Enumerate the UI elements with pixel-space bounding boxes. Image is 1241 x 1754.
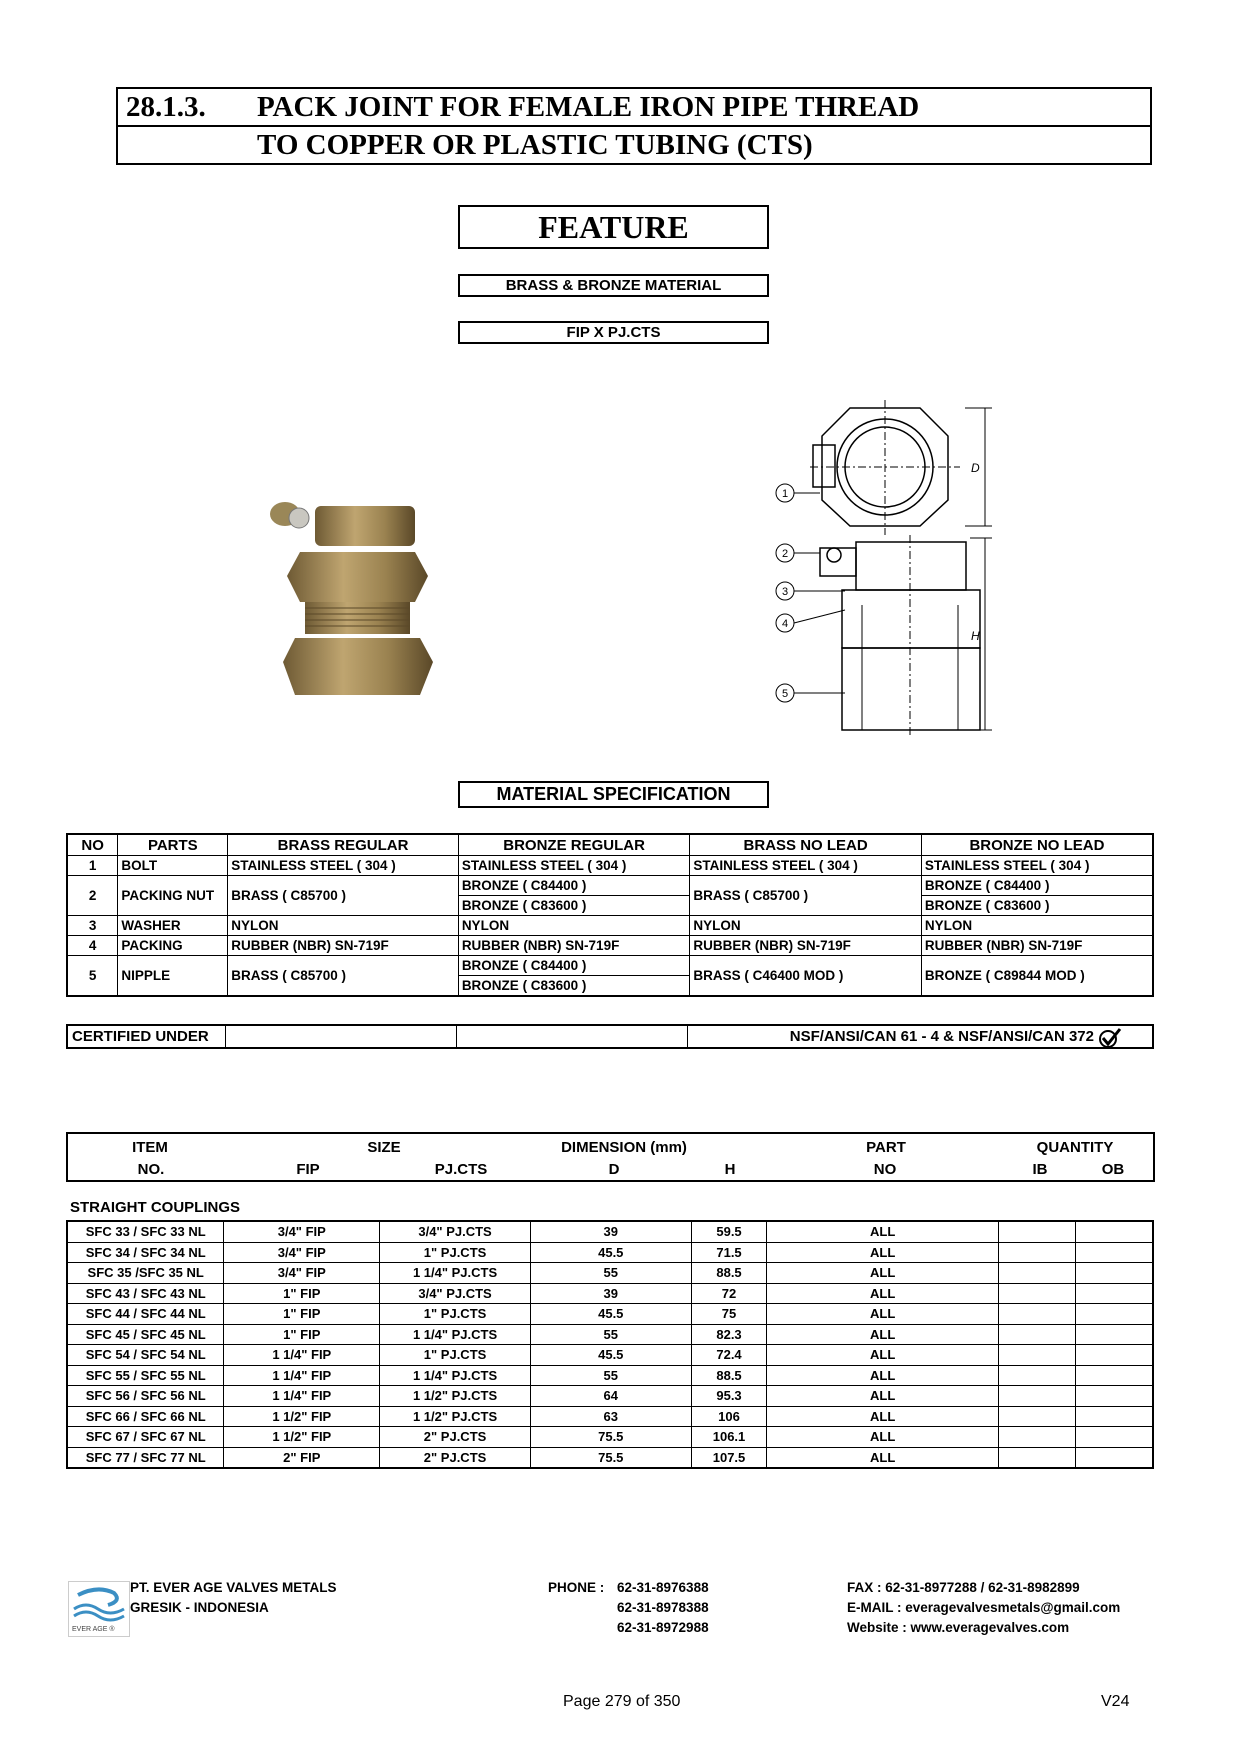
table-row: BRONZE ( C83600 )	[67, 976, 1153, 997]
page-number: Page 279 of 350	[563, 1693, 681, 1710]
table-cell: 107.5	[691, 1447, 767, 1468]
qty-ob-cell	[1075, 1324, 1153, 1345]
title-line-2	[118, 125, 1150, 163]
table-cell: ALL	[767, 1283, 998, 1304]
table-cell: ALL	[767, 1406, 998, 1427]
qty-ib-cell	[998, 1406, 1075, 1427]
table-cell: SFC 45 / SFC 45 NL	[67, 1324, 224, 1345]
table-row: 5 NIPPLE BRASS ( C85700 ) BRONZE ( C84400 ) BRASS ( C46400 MOD ) BRONZE ( C89844 MOD )	[67, 956, 1153, 976]
phone-label: PHONE :	[548, 1580, 605, 1595]
threads	[305, 602, 410, 634]
table-cell: 1 1/4" FIP	[224, 1345, 380, 1366]
table-cell: 3/4" FIP	[224, 1221, 380, 1242]
company-logo	[68, 1581, 130, 1637]
nipple-section	[842, 648, 980, 730]
table-cell: 3/4" FIP	[224, 1242, 380, 1263]
qty-ib-cell	[998, 1427, 1075, 1448]
table-cell: 1 1/4" PJ.CTS	[380, 1263, 531, 1284]
company-name: PT. EVER AGE VALVES METALS	[130, 1580, 337, 1595]
table-cell: SFC 43 / SFC 43 NL	[67, 1283, 224, 1304]
table-cell: SFC 33 / SFC 33 NL	[67, 1221, 224, 1242]
fax: FAX : 62-31-8977288 / 62-31-8982899	[847, 1580, 1080, 1595]
table-cell: SFC 77 / SFC 77 NL	[67, 1447, 224, 1468]
qty-ob-cell	[1075, 1365, 1153, 1386]
table-cell: 75	[691, 1304, 767, 1325]
qty-ib-cell	[998, 1447, 1075, 1468]
table-cell: 75.5	[530, 1427, 691, 1448]
callout-4: 4	[781, 618, 789, 630]
feature-connection: FIP X PJ.CTS	[458, 321, 769, 344]
table-cell: ALL	[767, 1304, 998, 1325]
table-cell: SFC 55 / SFC 55 NL	[67, 1365, 224, 1386]
top-collar	[315, 506, 415, 546]
table-cell: SFC 66 / SFC 66 NL	[67, 1406, 224, 1427]
table-row: 2 PACKING NUT BRASS ( C85700 ) BRONZE ( C84400 ) BRASS ( C85700 ) BRONZE ( C84400 )	[67, 876, 1153, 896]
certified-label: CERTIFIED UNDER	[67, 1025, 226, 1048]
title-text-2: TO COPPER OR PLASTIC TUBING (CTS)	[257, 129, 813, 161]
table-cell: ALL	[767, 1345, 998, 1366]
company-location: GRESIK - INDONESIA	[130, 1600, 269, 1615]
table-cell: 39	[530, 1283, 691, 1304]
packing-nut	[287, 552, 428, 602]
hdr-fip: FIP	[296, 1161, 320, 1178]
table-cell: 71.5	[691, 1242, 767, 1263]
technical-drawing	[770, 400, 1000, 735]
qty-ib-cell	[998, 1365, 1075, 1386]
table-cell: 1 1/2" PJ.CTS	[380, 1406, 531, 1427]
table-cell: 75.5	[530, 1447, 691, 1468]
table-cell: ALL	[767, 1427, 998, 1448]
table-cell: 1" PJ.CTS	[380, 1242, 531, 1263]
qty-ob-cell	[1075, 1263, 1153, 1284]
col-header: BRASS REGULAR	[228, 834, 459, 856]
table-cell: 88.5	[691, 1365, 767, 1386]
qty-ob-cell	[1075, 1242, 1153, 1263]
bolt-boss	[813, 445, 835, 487]
bottom-nut	[283, 638, 433, 695]
phone-3: 62-31-8972988	[617, 1620, 709, 1635]
table-row	[67, 1304, 1153, 1325]
table-row	[67, 1427, 1153, 1448]
table-row: 1 BOLT STAINLESS STEEL ( 304 ) STAINLESS STEEL ( 304 ) STAINLESS STEEL ( 304 ) STAINLESS STEEL ( 304 )	[67, 856, 1153, 876]
table-cell: ALL	[767, 1242, 998, 1263]
hdr-dimension: DIMENSION (mm)	[561, 1139, 687, 1156]
qty-ob-cell	[1075, 1304, 1153, 1325]
hdr-pjcts: PJ.CTS	[434, 1161, 488, 1178]
table-cell: 1" PJ.CTS	[380, 1304, 531, 1325]
table-row	[67, 1406, 1153, 1427]
table-cell: 3/4" PJ.CTS	[380, 1221, 531, 1242]
qty-ob-cell	[1075, 1345, 1153, 1366]
table-cell: 72.4	[691, 1345, 767, 1366]
nut-section	[856, 542, 966, 590]
qty-ib-cell	[998, 1304, 1075, 1325]
table-cell: 1" PJ.CTS	[380, 1345, 531, 1366]
qty-ob-cell	[1075, 1427, 1153, 1448]
title-box	[116, 87, 1152, 165]
phone-1: 62-31-8976388	[617, 1580, 709, 1595]
table-cell: 1 1/4" PJ.CTS	[380, 1365, 531, 1386]
callout-1: 1	[781, 488, 789, 500]
table-cell: 2" PJ.CTS	[380, 1447, 531, 1468]
hdr-quantity: QUANTITY	[1036, 1139, 1114, 1156]
table-row	[67, 1345, 1153, 1366]
qty-ib-cell	[998, 1345, 1075, 1366]
callout-2: 2	[781, 548, 789, 560]
table-cell: 95.3	[691, 1386, 767, 1407]
material-spec-table	[66, 833, 1154, 997]
nut-hex-section	[842, 590, 980, 648]
section-label: STRAIGHT COUPLINGS	[70, 1199, 241, 1216]
table-cell: 63	[530, 1406, 691, 1427]
table-row	[67, 1283, 1153, 1304]
table-cell: 1 1/4" FIP	[224, 1386, 380, 1407]
hdr-size: SIZE	[367, 1139, 401, 1156]
col-header: BRASS NO LEAD	[690, 834, 922, 856]
logo-text: EVER AGE ®	[72, 1626, 115, 1633]
hdr-no: NO.	[137, 1161, 165, 1178]
table-cell: SFC 34 / SFC 34 NL	[67, 1242, 224, 1263]
table-cell: 106.1	[691, 1427, 767, 1448]
title-line-1	[118, 89, 1150, 125]
col-header: NO	[67, 834, 118, 856]
dim-d-label: D	[971, 461, 980, 475]
table-cell: 2" PJ.CTS	[380, 1427, 531, 1448]
table-cell: 39	[530, 1221, 691, 1242]
table-cell: SFC 44 / SFC 44 NL	[67, 1304, 224, 1325]
table-cell: ALL	[767, 1365, 998, 1386]
hdr-part-no: NO	[873, 1161, 897, 1178]
table-cell: ALL	[767, 1386, 998, 1407]
table-cell: 55	[530, 1263, 691, 1284]
table-cell: 3/4" FIP	[224, 1263, 380, 1284]
callout-5: 5	[781, 688, 789, 700]
qty-ob-cell	[1075, 1221, 1153, 1242]
table-row	[67, 1447, 1153, 1468]
table-cell: 45.5	[530, 1242, 691, 1263]
col-header: BRONZE NO LEAD	[921, 834, 1153, 856]
callout-3: 3	[781, 586, 789, 598]
table-cell: SFC 54 / SFC 54 NL	[67, 1345, 224, 1366]
table-header-row	[67, 834, 1153, 856]
table-row	[67, 1242, 1153, 1263]
table-cell: 1 1/2" FIP	[224, 1427, 380, 1448]
email-link[interactable]: E-MAIL : everagevalvesmetals@gmail.com	[847, 1600, 1121, 1615]
col-header: PARTS	[118, 834, 228, 856]
table-cell: 82.3	[691, 1324, 767, 1345]
table-cell: 1 1/2" FIP	[224, 1406, 380, 1427]
qty-ob-cell	[1075, 1386, 1153, 1407]
hdr-h: H	[724, 1161, 736, 1178]
table-row	[67, 1365, 1153, 1386]
product-photo	[265, 490, 445, 705]
qty-ib-cell	[998, 1324, 1075, 1345]
hdr-part: PART	[866, 1139, 906, 1156]
table-cell: ALL	[767, 1221, 998, 1242]
feature-heading: FEATURE	[458, 205, 769, 249]
table-cell: 64	[530, 1386, 691, 1407]
table-cell: 1 1/4" PJ.CTS	[380, 1324, 531, 1345]
qty-ob-cell	[1075, 1447, 1153, 1468]
dimension-table-header	[66, 1132, 1155, 1182]
table-row	[67, 1386, 1153, 1407]
qty-ib-cell	[998, 1242, 1075, 1263]
table-cell: 59.5	[691, 1221, 767, 1242]
certified-value: NSF/ANSI/CAN 61 - 4 & NSF/ANSI/CAN 372	[789, 1028, 1094, 1045]
hdr-ob: OB	[1101, 1161, 1125, 1178]
table-cell: 55	[530, 1365, 691, 1386]
table-cell: 45.5	[530, 1304, 691, 1325]
table-cell: 1 1/2" PJ.CTS	[380, 1386, 531, 1407]
table-cell: SFC 56 / SFC 56 NL	[67, 1386, 224, 1407]
table-cell: ALL	[767, 1263, 998, 1284]
table-cell: 72	[691, 1283, 767, 1304]
check-icon	[1098, 1027, 1122, 1049]
col-header: BRONZE REGULAR	[458, 834, 690, 856]
feature-material: BRASS & BRONZE MATERIAL	[458, 274, 769, 297]
qty-ib-cell	[998, 1263, 1075, 1284]
table-cell: SFC 35 /SFC 35 NL	[67, 1263, 224, 1284]
table-cell: 1" FIP	[224, 1324, 380, 1345]
table-row: BRONZE ( C83600 ) BRONZE ( C83600 )	[67, 896, 1153, 916]
website-link[interactable]: Website : www.everagevalves.com	[847, 1620, 1070, 1635]
bolt-lug	[820, 548, 856, 576]
table-row	[67, 1324, 1153, 1345]
material-spec-heading: MATERIAL SPECIFICATION	[458, 781, 769, 808]
table-cell: 45.5	[530, 1345, 691, 1366]
table-cell: 55	[530, 1324, 691, 1345]
qty-ob-cell	[1075, 1283, 1153, 1304]
phone-2: 62-31-8978388	[617, 1600, 709, 1615]
title-text-1: PACK JOINT FOR FEMALE IRON PIPE THREAD	[257, 91, 920, 123]
version: V24	[1101, 1693, 1130, 1710]
table-cell: ALL	[767, 1447, 998, 1468]
table-row: 4 PACKING RUBBER (NBR) SN-719F RUBBER (NBR) SN-719F RUBBER (NBR) SN-719F RUBBER (NBR) SN-719F	[67, 936, 1153, 956]
dimension-table	[66, 1220, 1154, 1469]
table-cell: SFC 67 / SFC 67 NL	[67, 1427, 224, 1448]
qty-ib-cell	[998, 1386, 1075, 1407]
qty-ib-cell	[998, 1221, 1075, 1242]
table-cell: ALL	[767, 1324, 998, 1345]
table-row	[67, 1221, 1153, 1242]
table-cell: 88.5	[691, 1263, 767, 1284]
dim-h-label: H	[971, 629, 980, 643]
qty-ib-cell	[998, 1283, 1075, 1304]
hdr-item: ITEM	[132, 1139, 168, 1156]
section-number: 28.1.3.	[126, 91, 206, 123]
certified-row	[66, 1024, 1154, 1049]
table-cell: 3/4" PJ.CTS	[380, 1283, 531, 1304]
table-row	[67, 1263, 1153, 1284]
table-cell: 106	[691, 1406, 767, 1427]
table-row: 3 WASHER NYLON NYLON NYLON NYLON	[67, 916, 1153, 936]
table-cell: 1" FIP	[224, 1304, 380, 1325]
qty-ob-cell	[1075, 1406, 1153, 1427]
table-cell: 2" FIP	[224, 1447, 380, 1468]
hdr-ib: IB	[1032, 1161, 1048, 1178]
hdr-d: D	[608, 1161, 620, 1178]
table-cell: 1 1/4" FIP	[224, 1365, 380, 1386]
bolt-head	[289, 508, 309, 528]
table-cell: 1" FIP	[224, 1283, 380, 1304]
